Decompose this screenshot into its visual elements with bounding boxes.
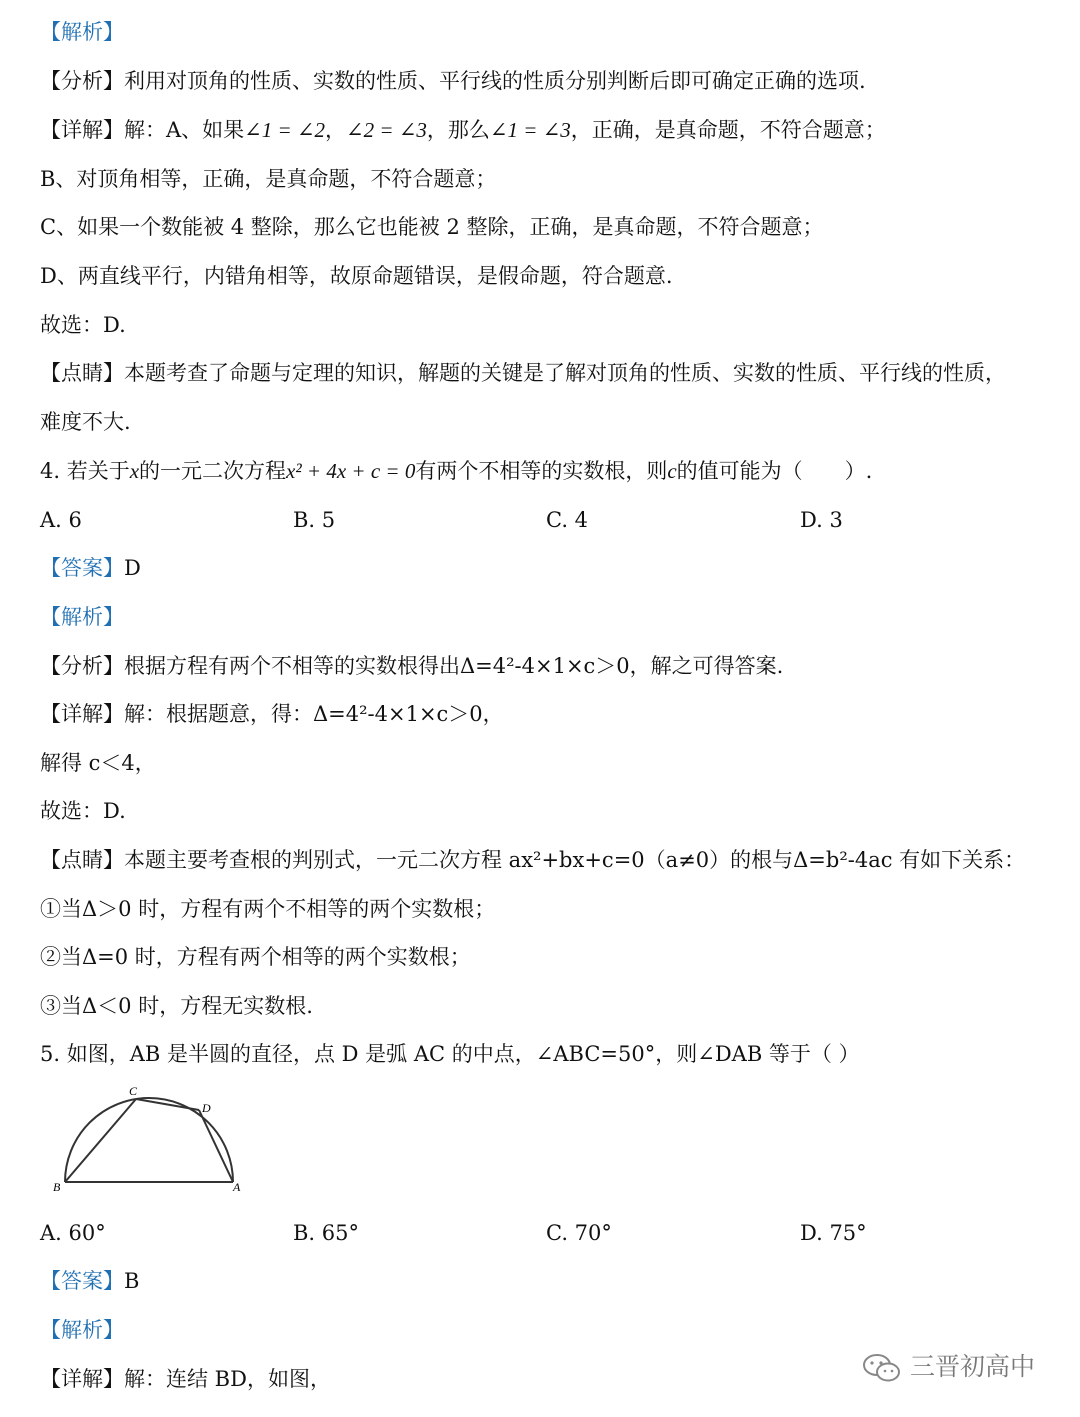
fenxi-text: 利用对顶角的性质、实数的性质、平行线的性质分别判断后即可确定正确的选项. (124, 69, 866, 93)
xiangjie-tag: 【详解】 (40, 118, 124, 142)
q4-answer (40, 554, 141, 582)
xiangjie-text: 解：连结 BD，如图， (124, 1367, 331, 1391)
math-var: c (667, 459, 677, 483)
stem-text: 有两个不相等的实数根，则 (415, 459, 668, 483)
q5-option-a: A. 60° (40, 1221, 106, 1245)
math-expr: ∠2 = ∠3 (346, 118, 427, 142)
detail-text: 解：A、如果 (124, 118, 245, 142)
q4-jiexi-heading (40, 603, 124, 631)
q3-choice: 故选：D. (40, 313, 126, 337)
xiangjie-tag: 【详解】 (40, 1367, 124, 1391)
q4-detail (40, 700, 504, 728)
fenxi-tag: 【分析】 (40, 69, 124, 93)
fenxi-text: 根据方程有两个不相等的实数根得出Δ=4²-4×1×c＞0，解之可得答案. (124, 654, 784, 678)
q4-option-c: C. 4 (546, 508, 589, 532)
math-expr: ∠1 = ∠2 (244, 118, 326, 142)
jiexi-tag: 【解析】 (40, 1318, 124, 1342)
label-d: D (202, 1101, 211, 1115)
q3-comment-cont: 难度不大. (40, 410, 131, 434)
q4-case-1: ①当Δ＞0 时，方程有两个不相等的两个实数根； (40, 897, 496, 921)
wechat-icon (862, 1353, 902, 1383)
xiangjie-text: 解：根据题意，得：Δ=4²-4×1×c＞0， (124, 702, 504, 726)
q4-case-3: ③当Δ＜0 时，方程无实数根. (40, 994, 313, 1018)
detail-text: ， (325, 118, 347, 142)
q3-comment (40, 359, 1006, 387)
q3-detail-b: B、对顶角相等，正确，是真命题，不符合题意； (40, 167, 497, 191)
q4-solve: 解得 c＜4， (40, 751, 156, 775)
q5-option-d: D. 75° (800, 1221, 867, 1245)
label-b: B (53, 1180, 61, 1194)
q3-detail-a (40, 116, 886, 144)
q5-answer (40, 1267, 139, 1295)
q4-choice: 故选：D. (40, 799, 126, 823)
jiexi-tag: 【解析】 (40, 20, 124, 44)
chord-da (199, 1110, 233, 1182)
watermark-text: 三晋初高中 (910, 1352, 1036, 1381)
q5-option-c: C. 70° (546, 1221, 612, 1245)
dianjing-tag: 【点睛】 (40, 848, 124, 872)
semicircle-figure (50, 1082, 250, 1197)
q5-option-b: B. 65° (293, 1221, 360, 1245)
math-var: x (129, 459, 140, 483)
q4-option-b: B. 5 (293, 508, 336, 532)
q4-comment (40, 846, 1025, 874)
jiexi-tag: 【解析】 (40, 605, 124, 629)
q4-analysis (40, 652, 783, 680)
q3-detail-c: C、如果一个数能被 4 整除，那么它也能被 2 整除，正确，是真命题，不符合题意； (40, 215, 824, 239)
stem-text: 的值可能为（ ）. (676, 459, 873, 483)
q3-analysis (40, 67, 866, 95)
dianjing-text: 本题主要考查根的判别式，一元二次方程 ax²+bx+c=0（a≠0）的根与Δ=b²-4ac 有如下关系： (124, 848, 1026, 872)
detail-text: ，正确，是真命题，不符合题意； (570, 118, 886, 142)
q3-jiexi-heading (40, 18, 124, 46)
answer-tag: 【答案】 (40, 556, 124, 580)
stem-text: 4. 若关于 (40, 459, 130, 483)
fenxi-tag: 【分析】 (40, 654, 124, 678)
label-c: C (129, 1084, 138, 1098)
dianjing-tag: 【点睛】 (40, 361, 124, 385)
q4-stem (40, 457, 872, 485)
q4-case-2: ②当Δ=0 时，方程有两个相等的两个实数根； (40, 945, 471, 969)
detail-text: ，那么 (426, 118, 490, 142)
answer-value: D (124, 556, 141, 580)
watermark (862, 1350, 1035, 1384)
answer-value: B (124, 1269, 140, 1293)
math-expr: ∠1 = ∠3 (489, 118, 571, 142)
stem-text: 的一元二次方程 (139, 459, 287, 483)
q5-stem: 5. 如图，AB 是半圆的直径，点 D 是弧 AC 的中点，∠ABC=50°，则∠DAB 等于（ ） (40, 1042, 860, 1066)
math-equation: x² + 4x + c = 0 (286, 459, 416, 483)
q3-detail-d: D、两直线平行，内错角相等，故原命题错误，是假命题，符合题意. (40, 264, 673, 288)
dianjing-text: 本题考查了命题与定理的知识，解题的关键是了解对顶角的性质、实数的性质、平行线的性质， (124, 361, 1006, 385)
label-a: A (233, 1180, 241, 1194)
q5-detail (40, 1365, 331, 1393)
q4-option-a: A. 6 (40, 508, 82, 532)
q4-option-d: D. 3 (800, 508, 843, 532)
answer-tag: 【答案】 (40, 1269, 124, 1293)
q5-jiexi-heading (40, 1316, 124, 1344)
xiangjie-tag: 【详解】 (40, 702, 124, 726)
